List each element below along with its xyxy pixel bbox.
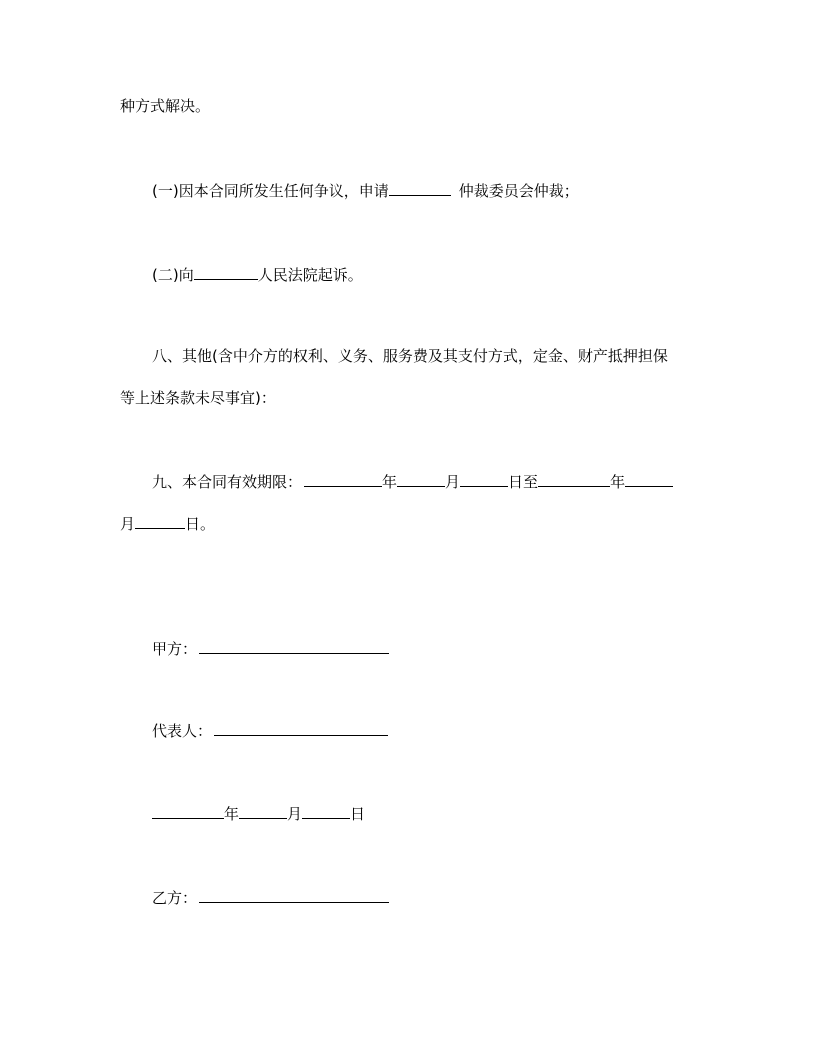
validity-end-year-blank (538, 471, 610, 487)
party-b-label: 乙方： (152, 889, 198, 907)
signature-representative (152, 720, 388, 740)
party-b-blank (199, 887, 389, 903)
sign-month-label: 月 (287, 805, 303, 823)
party-a-label: 甲方： (152, 640, 198, 658)
validity-month-label: 月 (445, 473, 461, 491)
validity-year-label: 年 (382, 473, 398, 491)
sign-year-label: 年 (224, 805, 240, 823)
validity-prefix: 九、本合同有效期限： (152, 473, 303, 491)
sign-year-blank (152, 803, 224, 819)
court-blank (194, 264, 258, 280)
sign-day-label: 日 (350, 805, 366, 823)
representative-blank (214, 720, 388, 736)
signature-party-a (152, 638, 389, 658)
other-text-line2: 等上述条款未尽事宜)： (120, 389, 276, 407)
paragraph-resolution-tail (120, 96, 210, 116)
sign-day-blank (302, 803, 350, 819)
signature-date (152, 803, 365, 823)
paragraph-validity-line1 (152, 471, 673, 491)
validity-start-day-blank (460, 471, 508, 487)
validity-day-end-label: 日。 (185, 515, 216, 533)
representative-label: 代表人： (152, 722, 213, 740)
court-text: (二)向 (152, 266, 194, 284)
resolution-tail-text: 种方式解决。 (120, 97, 211, 115)
validity-end-month-blank (625, 471, 673, 487)
signature-party-b (152, 887, 389, 907)
paragraph-court (152, 264, 363, 284)
validity-start-month-blank (397, 471, 445, 487)
validity-month2-label: 月 (120, 515, 136, 533)
other-text-line1: 八、其他(含中介方的权利、义务、服务费及其支付方式，定金、财产抵押担保 (152, 347, 668, 365)
arbitration-blank (389, 180, 451, 196)
validity-day-to-label: 日至 (508, 473, 539, 491)
party-a-blank (199, 638, 389, 654)
validity-start-year-blank (304, 471, 382, 487)
paragraph-other-line1 (152, 346, 668, 366)
paragraph-arbitration (152, 180, 579, 200)
arbitration-text-end: 仲裁委员会仲裁； (458, 182, 579, 200)
arbitration-text: (一)因本合同所发生任何争议，申请 (152, 182, 389, 200)
paragraph-other-line2 (120, 388, 276, 408)
validity-year2-label: 年 (610, 473, 626, 491)
sign-month-blank (239, 803, 287, 819)
paragraph-validity-line2 (120, 513, 215, 533)
court-text-end: 人民法院起诉。 (257, 266, 363, 284)
validity-end-day-blank (135, 513, 185, 529)
